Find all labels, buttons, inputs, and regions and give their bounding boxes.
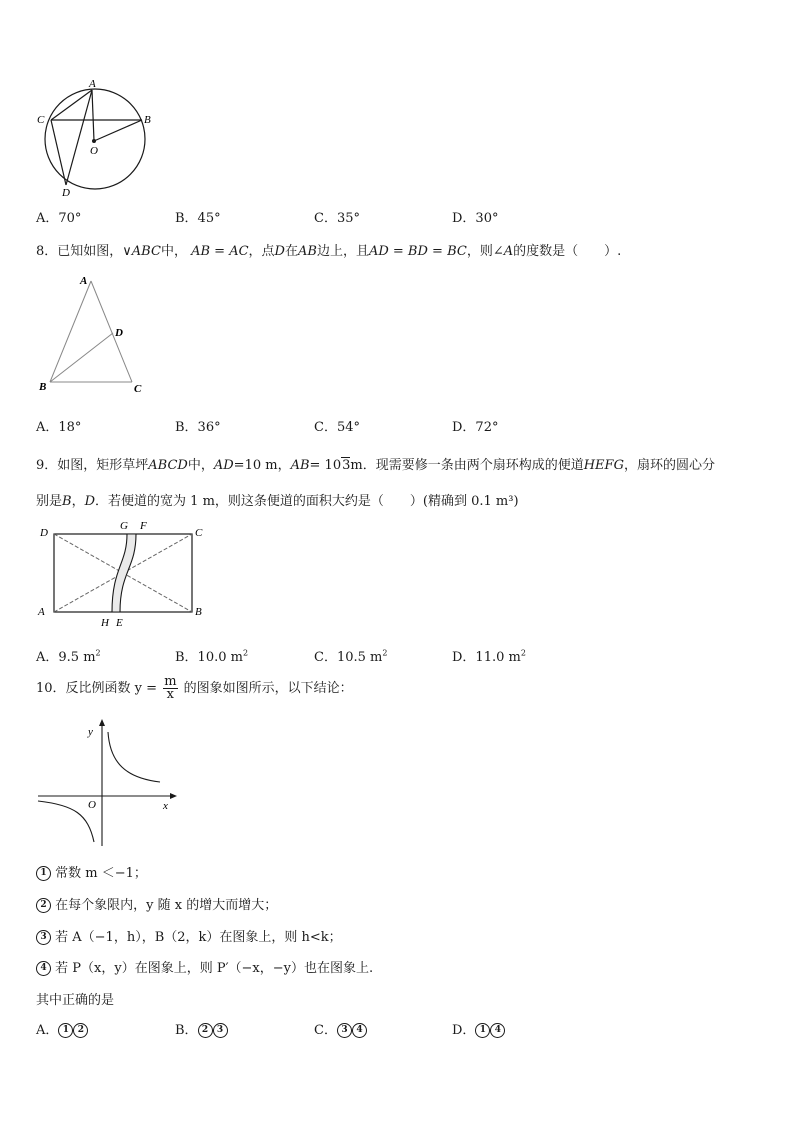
q7-option-a[interactable]: A．70° bbox=[36, 211, 82, 226]
q8-text: 中， bbox=[160, 244, 187, 259]
label-e: E bbox=[116, 617, 123, 629]
q8-text: ，点 bbox=[248, 244, 275, 259]
q8-angle-a: A bbox=[503, 244, 514, 259]
q10-statement-1 bbox=[36, 862, 147, 881]
q10-statement-text: 若 A（−1，h），B（2，k）在图象上，则 h<k； bbox=[55, 930, 342, 945]
radius-ob bbox=[94, 120, 142, 141]
label-d: D bbox=[115, 327, 123, 339]
q10-statement-text: 若 P（x，y）在图象上，则 P′（−x，−y）也在图象上. bbox=[55, 961, 374, 976]
q10-fraction bbox=[163, 676, 177, 701]
center-point-o bbox=[92, 139, 96, 143]
q10-statement-3 bbox=[36, 926, 342, 945]
q8-triangle: ∨ABC bbox=[122, 244, 161, 259]
q10-option-label: B． bbox=[175, 1023, 198, 1038]
circled-number-icon: 3 bbox=[337, 1023, 352, 1038]
q10-option-b[interactable] bbox=[175, 1019, 228, 1038]
q9-text: ．若便道的宽为 1 m，则这条便道的面积大约是（ ）(精确到 0.1 m³) bbox=[95, 494, 519, 509]
q9-option-c-sup: 2 bbox=[382, 648, 388, 658]
q8-stem bbox=[36, 240, 621, 259]
q8-text: 在 bbox=[284, 244, 298, 259]
q7-option-b[interactable]: B．45° bbox=[175, 211, 221, 226]
x-axis-arrow bbox=[170, 793, 177, 799]
q9-point-b: B bbox=[62, 494, 72, 509]
q9-option-d-sup: 2 bbox=[520, 648, 526, 658]
label-d: D bbox=[62, 187, 70, 199]
radius-oa bbox=[92, 90, 94, 141]
q9-option-b[interactable] bbox=[175, 646, 248, 665]
chord-cd bbox=[51, 120, 66, 185]
q10-stem bbox=[36, 676, 353, 701]
q9-point-d: D bbox=[84, 494, 96, 509]
q8-option-c[interactable]: C．54° bbox=[314, 420, 360, 435]
label-a: A bbox=[80, 275, 88, 287]
label-b: B bbox=[144, 114, 151, 126]
q9-text: 别是 bbox=[36, 494, 63, 509]
label-o: O bbox=[90, 145, 98, 157]
q9-option-c[interactable] bbox=[314, 646, 387, 665]
q9-text: = 10 bbox=[309, 458, 342, 473]
label-a: A bbox=[89, 78, 96, 90]
label-c: C bbox=[134, 383, 142, 395]
circled-number-icon: 4 bbox=[352, 1023, 367, 1038]
y-axis-arrow bbox=[99, 719, 105, 726]
q10-option-d[interactable] bbox=[452, 1019, 505, 1038]
label-h: H bbox=[101, 617, 109, 629]
circled-number-icon: 1 bbox=[475, 1023, 490, 1038]
circled-number-icon: 1 bbox=[58, 1023, 73, 1038]
q10-statement-2 bbox=[36, 894, 277, 913]
path-hefg bbox=[112, 534, 136, 612]
label-x: x bbox=[163, 800, 168, 812]
label-c: C bbox=[195, 527, 203, 539]
circled-number-icon: 3 bbox=[36, 930, 51, 945]
curve-branch-q3 bbox=[38, 801, 94, 842]
q9-text: m．现需要修一条由两个扇环构成的便道 bbox=[350, 458, 584, 473]
q9-option-b-sup: 2 bbox=[242, 648, 249, 658]
q10-statement-text: 在每个象限内，y 随 x 的增大而增大； bbox=[55, 898, 278, 913]
q9-text: ，扇环的圆心分 bbox=[623, 458, 715, 473]
q10-statement-4 bbox=[36, 957, 373, 976]
q10-option-label: A． bbox=[36, 1023, 59, 1038]
q10-fraction-num: m bbox=[164, 674, 177, 689]
q9-stem-line1 bbox=[36, 454, 715, 473]
circle-o bbox=[45, 89, 145, 189]
q9-text: =10 m， bbox=[233, 458, 291, 473]
label-o: O bbox=[88, 799, 96, 811]
q8-triangle-figure bbox=[34, 272, 149, 397]
circled-number-icon: 1 bbox=[36, 866, 51, 881]
q9-option-a-text: A．9.5 m bbox=[36, 650, 96, 665]
q8-text: 的度数是（ ）. bbox=[513, 244, 622, 259]
side-ab bbox=[50, 281, 91, 382]
circled-number-icon: 2 bbox=[198, 1023, 213, 1038]
q10-fraction-den: x bbox=[166, 687, 175, 702]
circled-number-icon: 2 bbox=[36, 898, 51, 913]
q9-rectangle-figure bbox=[34, 518, 214, 630]
label-y: y bbox=[88, 726, 93, 738]
q9-text: ， bbox=[71, 494, 85, 509]
q9-option-c-text: C．10.5 m bbox=[314, 650, 383, 665]
q8-option-a[interactable]: A．18° bbox=[36, 420, 82, 435]
q8-point-d: D bbox=[274, 244, 285, 259]
q10-text: 10．反比例函数 y = bbox=[36, 681, 158, 696]
label-b: B bbox=[195, 606, 202, 618]
q9-option-a-sup: 2 bbox=[95, 648, 101, 658]
circled-number-icon: 2 bbox=[73, 1023, 88, 1038]
circled-number-icon: 3 bbox=[213, 1023, 228, 1038]
q9-option-d[interactable] bbox=[452, 646, 526, 665]
q10-hyperbola-figure bbox=[34, 718, 184, 848]
q10-option-label: C． bbox=[314, 1023, 337, 1038]
q7-option-d[interactable]: D．30° bbox=[452, 211, 499, 226]
q8-eq1: AB = AC bbox=[191, 244, 249, 259]
curve-branch-q1 bbox=[108, 732, 160, 782]
q9-sqrt: 3 bbox=[342, 458, 351, 473]
q8-side-ab: AB bbox=[298, 244, 317, 259]
q9-option-d-text: D．11.0 m bbox=[452, 650, 521, 665]
q9-text: 中， bbox=[187, 458, 214, 473]
q8-text: ，则∠ bbox=[466, 244, 504, 259]
label-b: B bbox=[39, 381, 47, 393]
q8-eq2: AD = BD = BC bbox=[368, 244, 467, 259]
q9-stem-line2 bbox=[36, 490, 519, 509]
label-g: G bbox=[120, 520, 128, 532]
q9-option-a[interactable] bbox=[36, 646, 101, 665]
label-f: F bbox=[140, 520, 147, 532]
side-ac bbox=[91, 281, 132, 382]
q9-side-ad: AD bbox=[213, 458, 234, 473]
q9-side-ab: AB bbox=[290, 458, 310, 473]
q10-question: 其中正确的是 bbox=[36, 993, 115, 1008]
circled-number-icon: 4 bbox=[36, 961, 51, 976]
chord-ad bbox=[66, 90, 92, 185]
q10-text: 的图象如图所示，以下结论： bbox=[183, 681, 353, 696]
q8-option-b[interactable]: B．36° bbox=[175, 420, 221, 435]
q9-path-hefg: HEFG bbox=[583, 458, 624, 473]
q8-text: 8．已知如图， bbox=[36, 244, 123, 259]
q7-circle-figure bbox=[34, 78, 164, 203]
q8-text: 边上，且 bbox=[316, 244, 369, 259]
q9-option-b-text: B．10.0 m bbox=[175, 650, 243, 665]
q9-rect-abcd: ABCD bbox=[148, 458, 188, 473]
q10-option-a[interactable] bbox=[36, 1019, 88, 1038]
q10-statement-text: 常数 m ＜−1； bbox=[55, 866, 147, 881]
q8-option-d[interactable]: D．72° bbox=[452, 420, 499, 435]
q7-option-c[interactable]: C．35° bbox=[314, 211, 360, 226]
label-c: C bbox=[37, 114, 45, 126]
label-a: A bbox=[38, 606, 45, 618]
q10-option-c[interactable] bbox=[314, 1019, 367, 1038]
q9-text: 9．如图，矩形草坪 bbox=[36, 458, 149, 473]
circled-number-icon: 4 bbox=[490, 1023, 505, 1038]
label-d: D bbox=[40, 527, 48, 539]
q10-option-label: D． bbox=[452, 1023, 476, 1038]
